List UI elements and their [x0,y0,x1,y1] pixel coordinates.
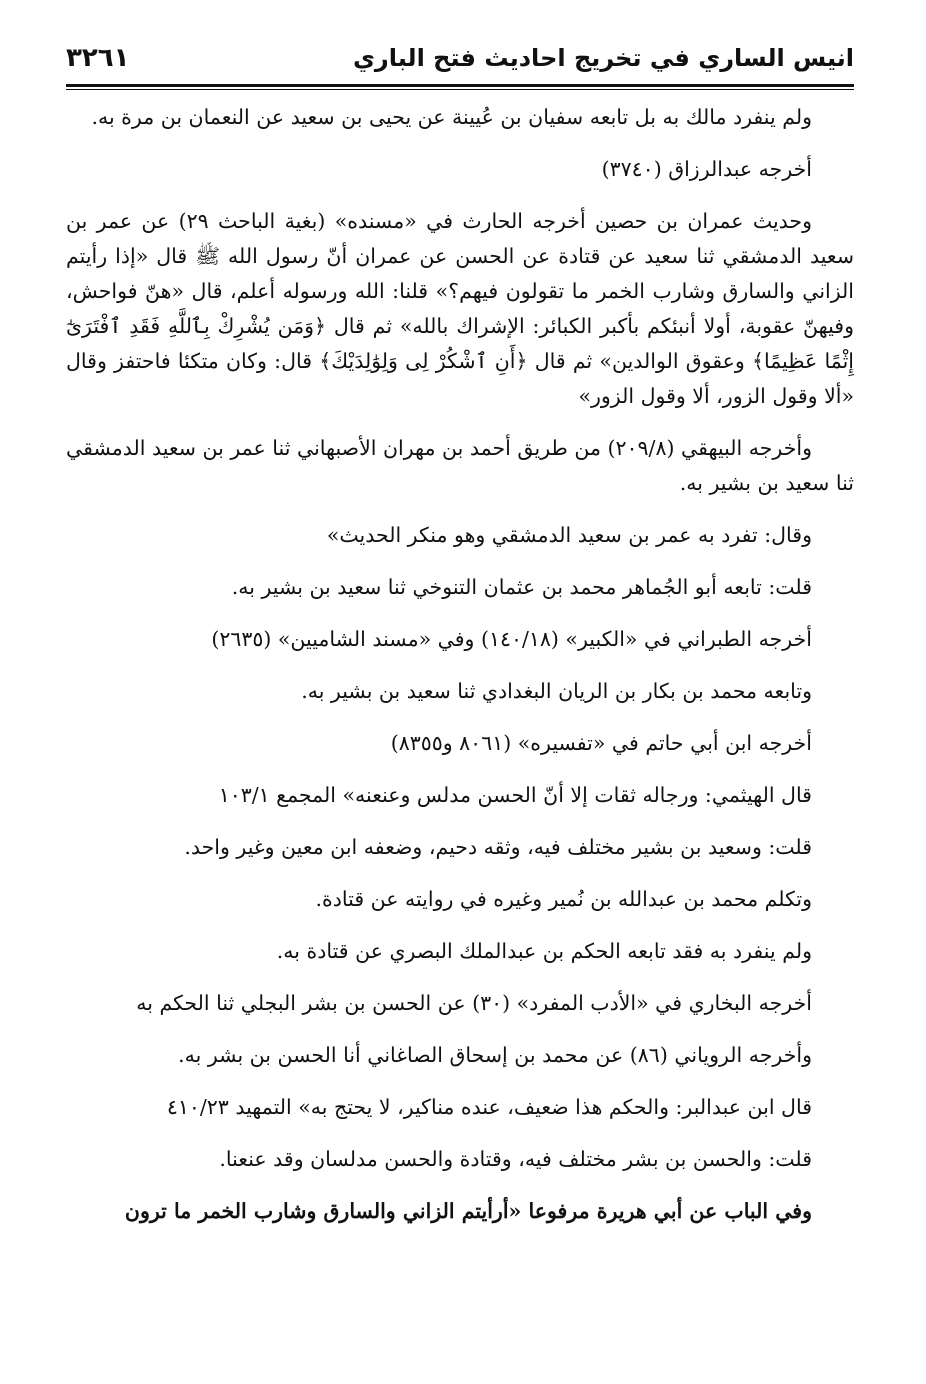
paragraph: وتكلم محمد بن عبدالله بن نُمير وغيره في روايته عن قتادة. [315,887,812,911]
page-number: ٣٢٦١ [66,43,130,73]
paragraph: أخرجه عبدالرزاق (٣٧٤٠) [601,157,812,181]
paragraph-bold: وفي الباب عن أبي هريرة مرفوعا «أرأيتم الزاني والسارق وشارب الخمر ما ترون [124,1199,812,1223]
paragraph: قال ابن عبدالبر: والحكم هذا ضعيف، عنده مناكير، لا يحتج به» التمهيد ٤١٠/٢٣ [166,1095,812,1119]
header-title: انيس الساري في تخريج احاديث فتح الباري [352,44,854,72]
paragraph: أخرجه الطبراني في «الكبير» (١٤٠/١٨) وفي «مسند الشاميين» (٢٦٣٥) [211,627,812,651]
paragraph: قلت: تابعه أبو الجُماهر محمد بن عثمان التنوخي ثنا سعيد بن بشير به. [231,575,812,599]
header-rule-thin [66,89,854,90]
paragraph: وأخرجه الروياني (٨٦) عن محمد بن إسحاق الصاغاني أنا الحسن بن بشر به. [178,1043,812,1067]
paragraph: أخرجه البخاري في «الأدب المفرد» (٣٠) عن الحسن بن بشر البجلي ثنا الحكم به [136,991,812,1015]
paragraph: قلت: والحسن بن بشر مختلف فيه، وقتادة والحسن مدلسان وقد عنعنا. [219,1147,812,1171]
paragraph: أخرجه ابن أبي حاتم في «تفسيره» (٨٠٦١ و٨٣٥٥) [390,731,812,755]
paragraph: قلت: وسعيد بن بشير مختلف فيه، وثقه دحيم، وضعفه ابن معين وغير واحد. [184,835,812,859]
paragraph: وتابعه محمد بن بكار بن الريان البغدادي ثنا سعيد بن بشير به. [301,679,812,703]
paragraph: وأخرجه البيهقي (٢٠٩/٨) من طريق أحمد بن مهران الأصبهاني ثنا عمر بن سعيد الدمشقي ثنا سعيد بن بشير به. [66,436,854,495]
paragraph: قال الهيثمي: ورجاله ثقات إلا أنّ الحسن مدلس وعنعنه» المجمع ١٠٣/١ [218,783,812,807]
running-header [66,38,854,82]
header-rule-thick [66,84,854,87]
body-text [66,100,854,1246]
paragraph: ولم ينفرد به فقد تابعه الحكم بن عبدالملك البصري عن قتادة به. [276,939,812,963]
paragraph: وقال: تفرد به عمر بن سعيد الدمشقي وهو منكر الحديث» [326,523,812,547]
paragraph: ولم ينفرد مالك به بل تابعه سفيان بن عُيينة عن يحيى بن سعيد عن النعمان بن مرة به. [91,105,812,129]
paragraph: وحديث عمران بن حصين أخرجه الحارث في «مسنده» (بغية الباحث ٢٩) عن عمر بن سعيد الدمشقي ثنا سعيد عن قتادة عن الحسن عن عمران أنّ رسول الله ﷺ قال «إذا رأيتم الزاني والسارق وشارب الخمر ما تقولون فيهم؟» قلنا: الله ورسوله أعلم، قال «هنّ فواحش، وفيهنّ عقوبة، أولا أنبئكم بأكبر الكبائر: الإشراك بالله» ثم قال ﴿وَمَن يُشْرِكْ بِٱللَّهِ فَقَدِ ٱفْتَرَىٰٓ إِثْمًا عَظِيمًا﴾ وعقوق الوالدين» ثم قال ﴿أَنِ ٱشْكُرْ لِى وَلِوَٰلِدَيْكَ﴾ قال: وكان متكئا فاحتفز وقال «ألا وقول الزور، ألا وقول الزور» [66,209,854,408]
